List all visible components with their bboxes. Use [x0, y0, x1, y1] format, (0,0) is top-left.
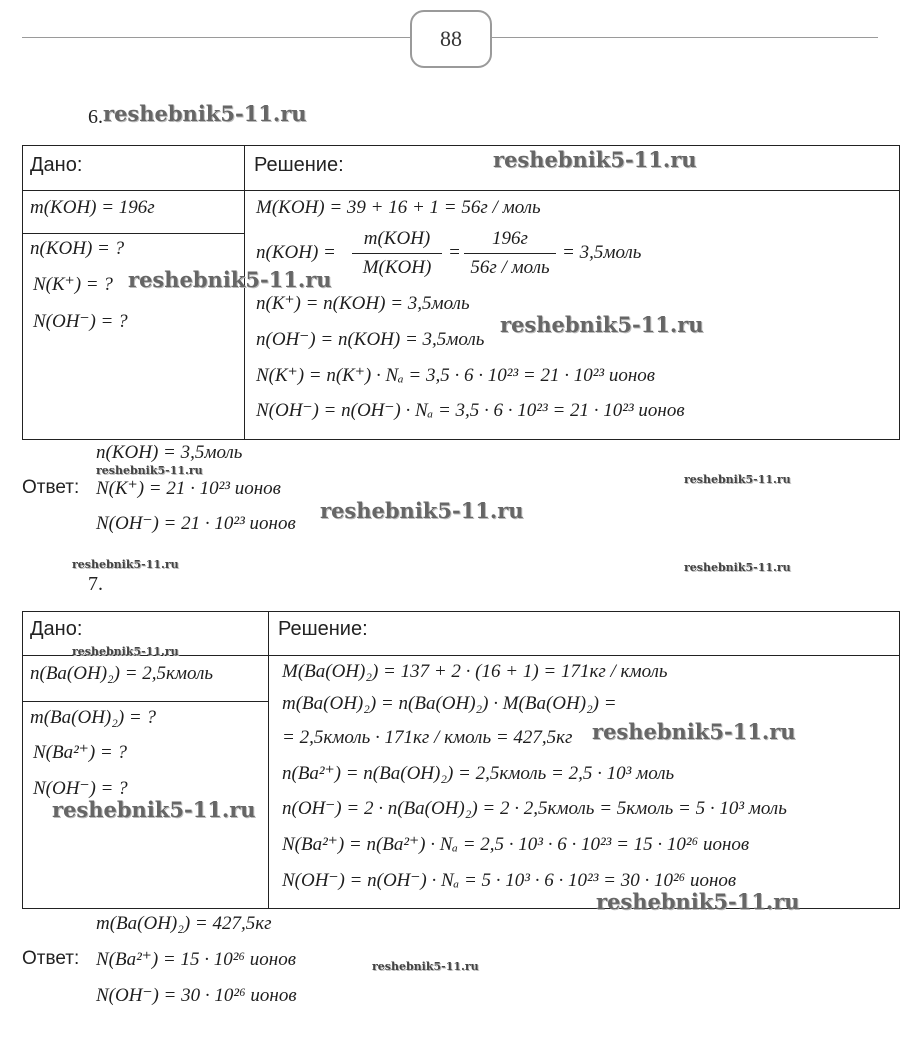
solution-header: Решение: [278, 618, 368, 640]
answer-line: m(Ba(OH)₂) = 427,5кг [96, 913, 272, 934]
given-value: m(KOH) = 196г [30, 197, 155, 218]
header-rule-left [22, 37, 410, 38]
table-divider [22, 701, 268, 702]
solution-header: Решение: [254, 154, 344, 176]
fraction-denominator: M(KOH) [362, 257, 432, 278]
problem-7-number: 7. [88, 573, 103, 595]
watermark: reshebnik5-11.ru [103, 101, 307, 126]
solution-line: m(Ba(OH)₂) = n(Ba(OH)₂) · M(Ba(OH)₂) = [282, 693, 617, 714]
solution-line: M(Ba(OH)₂) = 137 + 2 · (16 + 1) = 171кг / кмоль [282, 661, 668, 682]
solution-line: N(OH⁻) = n(OH⁻) · Nₐ = 5 · 10³ · 6 · 10²³ = 30 · 10²⁶ ионов [282, 870, 737, 891]
watermark: reshebnik5-11.ru [372, 960, 479, 973]
answer-label: Ответ: [22, 477, 80, 498]
answer-label: Ответ: [22, 948, 80, 969]
fraction-bar [464, 253, 556, 254]
table-divider [244, 145, 245, 440]
solution-line: M(KOH) = 39 + 16 + 1 = 56г / моль [256, 197, 541, 218]
watermark: reshebnik5-11.ru [320, 498, 524, 523]
table-divider [268, 611, 269, 909]
watermark: reshebnik5-11.ru [592, 719, 796, 744]
find-item: N(OH⁻) = ? [33, 778, 128, 799]
equals-sign: = [448, 242, 461, 263]
table-divider [22, 233, 244, 234]
watermark: reshebnik5-11.ru [52, 797, 256, 822]
find-item: N(OH⁻) = ? [33, 311, 128, 332]
answer-line: N(K⁺) = 21 · 10²³ ионов [96, 478, 281, 499]
table-divider [22, 190, 900, 191]
watermark: reshebnik5-11.ru [72, 558, 179, 571]
find-item: N(K⁺) = ? [33, 274, 113, 295]
watermark: reshebnik5-11.ru [500, 312, 704, 337]
fraction-bar [352, 253, 442, 254]
given-value: n(Ba(OH)₂) = 2,5кмоль [30, 663, 214, 684]
watermark: reshebnik5-11.ru [72, 645, 179, 658]
watermark: reshebnik5-11.ru [684, 561, 791, 574]
watermark: reshebnik5-11.ru [596, 889, 800, 914]
solution-line: n(K⁺) = n(KOH) = 3,5моль [256, 293, 470, 314]
header-rule-right [490, 37, 878, 38]
answer-line: n(KOH) = 3,5моль [96, 442, 243, 463]
watermark: reshebnik5-11.ru [493, 147, 697, 172]
solution-line: n(OH⁻) = 2 · n(Ba(OH)₂) = 2 · 2,5кмоль = 5кмоль = 5 · 10³ моль [282, 798, 787, 819]
answer-line: N(OH⁻) = 30 · 10²⁶ ионов [96, 985, 297, 1006]
solution-line: N(OH⁻) = n(OH⁻) · Nₐ = 3,5 · 6 · 10²³ = 21 · 10²³ ионов [256, 400, 685, 421]
find-item: N(Ba²⁺) = ? [33, 742, 127, 763]
solution-line: = 2,5кмоль · 171кг / кмоль = 427,5кг [282, 727, 573, 748]
solution-line: n(OH⁻) = n(KOH) = 3,5моль [256, 329, 485, 350]
watermark: reshebnik5-11.ru [684, 473, 791, 486]
solution-line: = 3,5моль [562, 242, 642, 263]
watermark: reshebnik5-11.ru [96, 464, 203, 477]
find-item: m(Ba(OH)₂) = ? [30, 707, 157, 728]
fraction-denominator: 56г / моль [470, 257, 550, 278]
problem-6-number: 6. [88, 106, 103, 128]
solution-line: N(K⁺) = n(K⁺) · Nₐ = 3,5 · 6 · 10²³ = 21 · 10²³ ионов [256, 365, 656, 386]
answer-line: N(Ba²⁺) = 15 · 10²⁶ ионов [96, 949, 296, 970]
given-header: Дано: [30, 154, 83, 176]
fraction-numerator: m(KOH) [363, 228, 431, 249]
fraction-numerator: 196г [492, 228, 528, 249]
answer-line: N(OH⁻) = 21 · 10²³ ионов [96, 513, 296, 534]
find-item: n(KOH) = ? [30, 238, 125, 259]
solution-line: n(Ba²⁺) = n(Ba(OH)₂) = 2,5кмоль = 2,5 · 10³ моль [282, 763, 675, 784]
solution-line: N(Ba²⁺) = n(Ba²⁺) · Nₐ = 2,5 · 10³ · 6 · 10²³ = 15 · 10²⁶ ионов [282, 834, 750, 855]
watermark: reshebnik5-11.ru [128, 267, 332, 292]
solution-line: n(KOH) = [256, 242, 336, 263]
given-header: Дано: [30, 618, 83, 640]
page-number: 88 [410, 10, 492, 68]
